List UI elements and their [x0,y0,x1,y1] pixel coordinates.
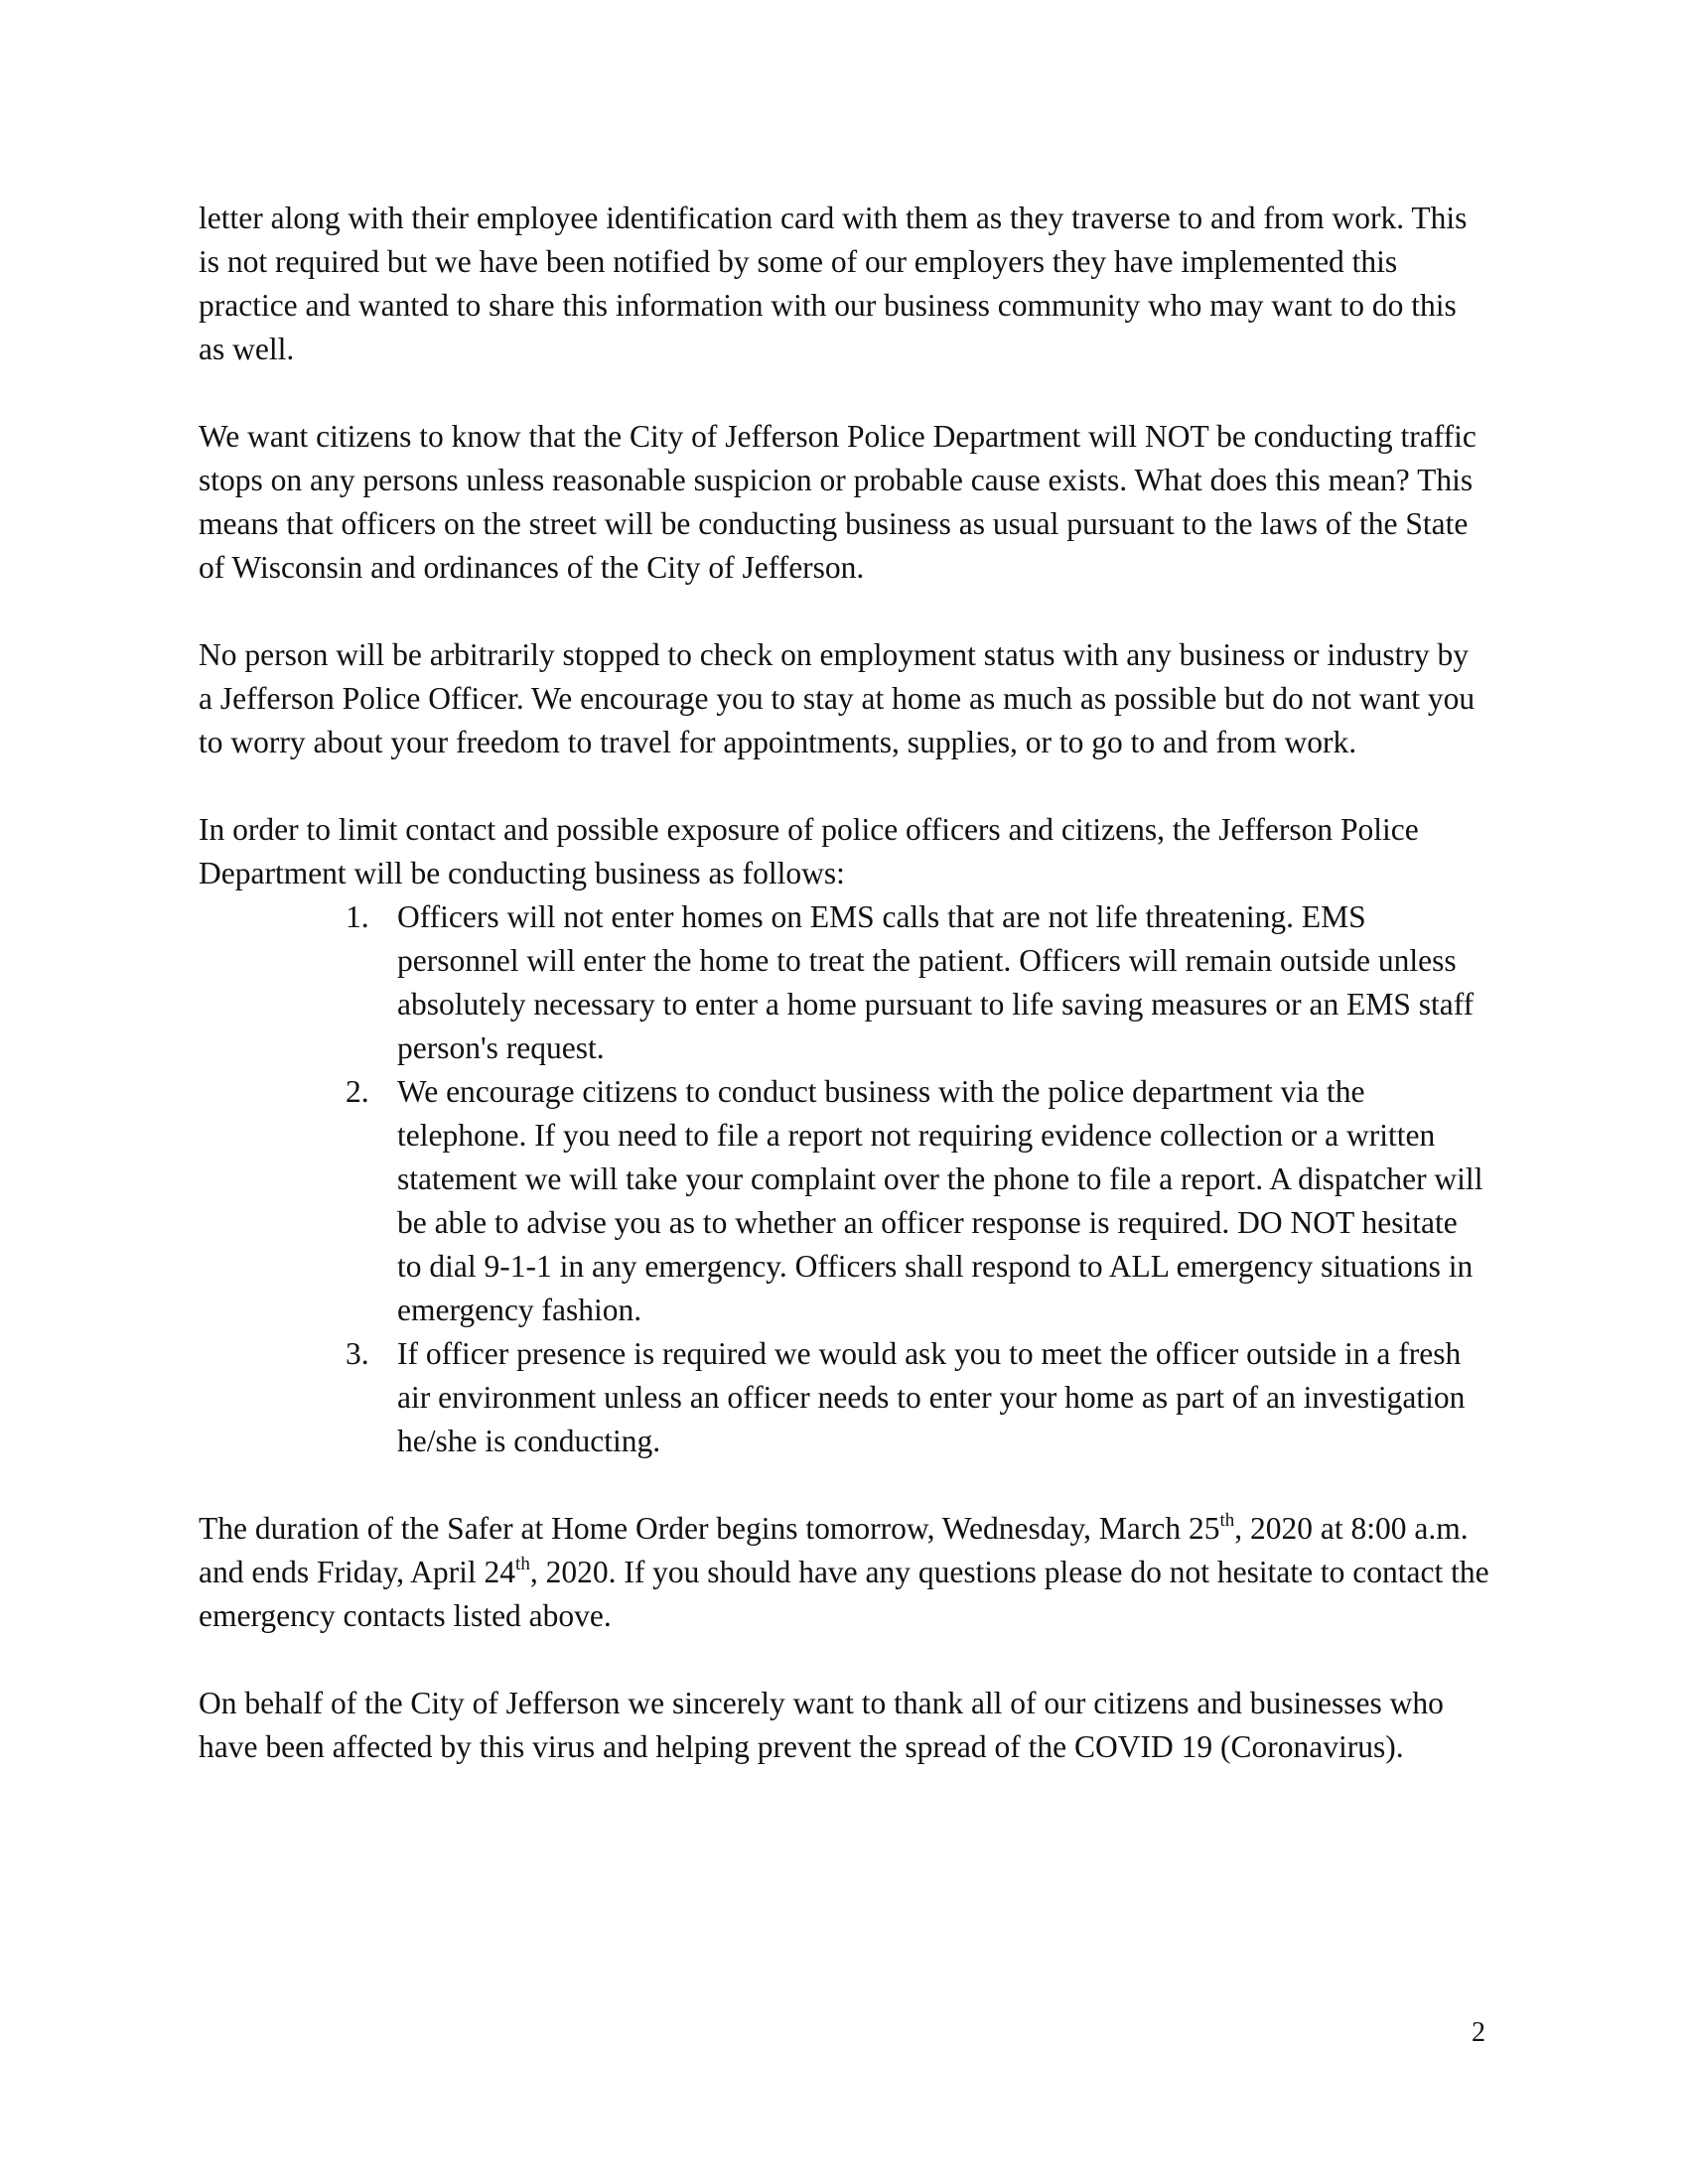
list-item-number: 3. [346,1336,369,1371]
duration-text-part2: , 2020 at 8:00 a.m. and ends Friday, April 24 [199,1511,1469,1589]
page-number: 2 [1472,2017,1485,2048]
list-item-number: 1. [346,899,369,934]
list-item [199,895,1489,1070]
list-item-text: Officers will not enter homes on EMS calls that are not life threatening. EMS personnel will enter the home to treat the patient. Officers will remain outside unless absolutely necessary to enter a home pursuant to life saving measures or an EMS staff person's request. [397,899,1475,1065]
list-item-text: We encourage citizens to conduct business with the police department via the telephone. If you need to file a report not requiring evidence collection or a written statement we will take your complaint over the phone to file a report. A dispatcher will be able to advise you as to whether an officer response is required. DO NOT hesitate to dial 9-1-1 in any emergency. Officers shall respond to ALL emergency situations in emergency fashion. [397,1074,1483,1327]
list-item [199,1332,1489,1463]
paragraph-business-as-follows: In order to limit contact and possible exposure of police officers and citizens, the Jefferson Police Department will be conducting business as follows: [199,812,1419,890]
ordinal-suffix: th [515,1553,530,1574]
ordinal-suffix: th [1219,1509,1235,1531]
paragraph-order-duration [199,1507,1489,1638]
document-body [199,197,1489,1813]
procedures-list [199,895,1489,1463]
list-item-number: 2. [346,1074,369,1109]
list-item [199,1070,1489,1332]
list-item-text: If officer presence is required we would ask you to meet the officer outside in a fresh air environment unless an officer needs to enter your home as part of an investigation he/she is conducting. [397,1336,1466,1458]
paragraph-thank-you: On behalf of the City of Jefferson we sincerely want to thank all of our citizens and businesses who have been affected by this virus and helping prevent the spread of the COVID 19 (Coronavirus). [199,1686,1444,1764]
paragraph-employee-letter: letter along with their employee identification card with them as they traverse to and from work. This is not required but we have been notified by some of our employers they have implemented this practice and wanted to share this information with our business community who may want to do this as well. [199,201,1468,366]
paragraph-no-arbitrary-stops: No person will be arbitrarily stopped to check on employment status with any business or industry by a Jefferson Police Officer. We encourage you to stay at home as much as possible but do not want you to worry about your freedom to travel for appointments, supplies, or to go to and from work. [199,637,1476,759]
paragraph-traffic-stops: We want citizens to know that the City of Jefferson Police Department will NOT be conducting traffic stops on any persons unless reasonable suspicion or probable cause exists. What does this mean? This means that officers on the street will be conducting business as usual pursuant to the laws of the State of Wisconsin and ordinances of the City of Jefferson. [199,419,1477,585]
duration-text-part1: The duration of the Safer at Home Order begins tomorrow, Wednesday, March 25 [199,1511,1220,1546]
duration-text-part3: , 2020. If you should have any questions please do not hesitate to contact the emergency contacts listed above. [199,1555,1489,1633]
